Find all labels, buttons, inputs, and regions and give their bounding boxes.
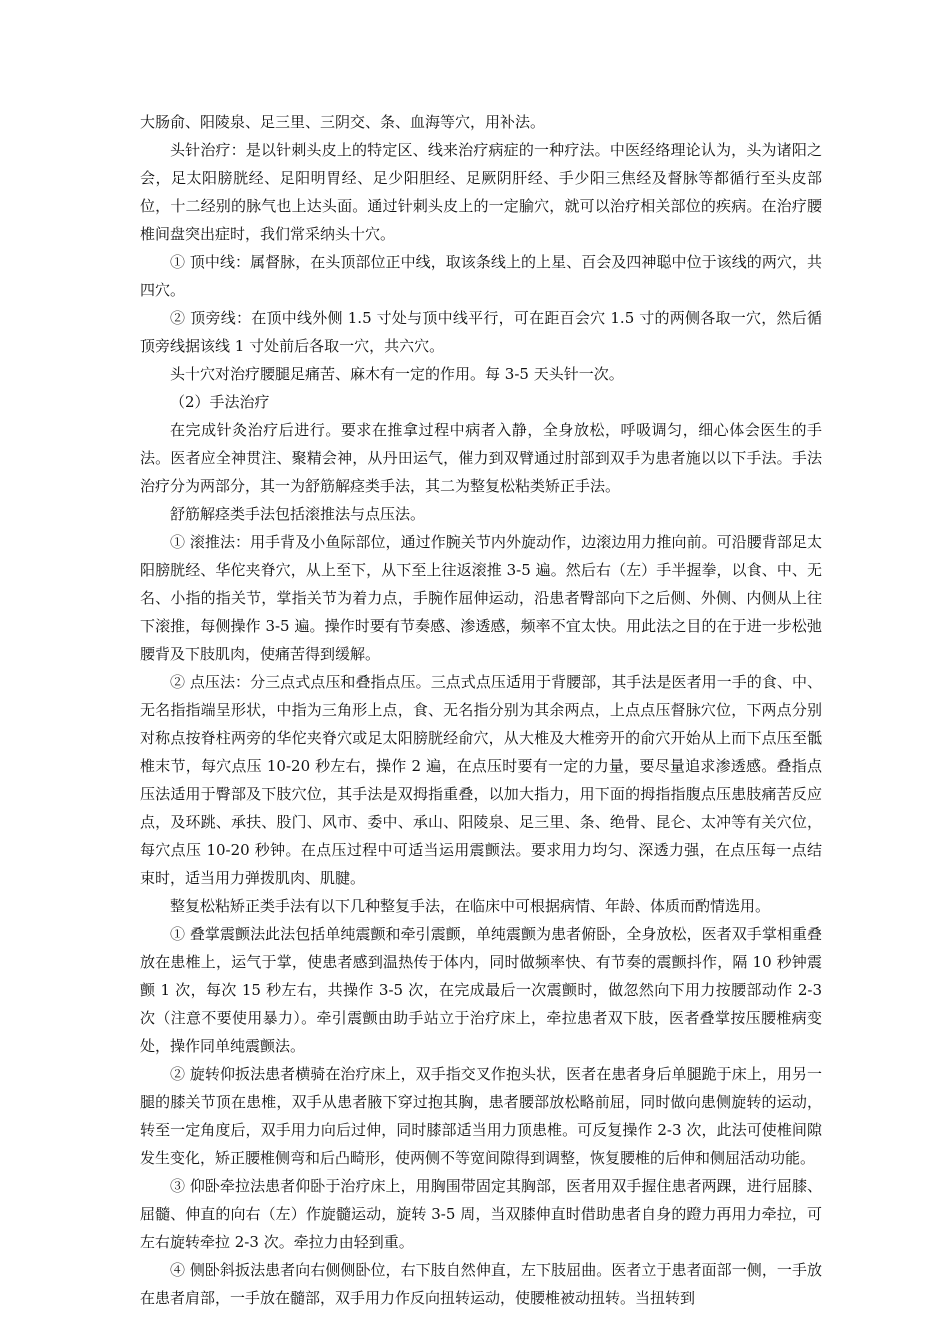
document-body [140, 108, 822, 1312]
section-heading-manual-therapy: （2）手法治疗 [170, 393, 270, 411]
paragraph-palm-vibration: ① 叠掌震颤法此法包括单纯震颤和牵引震颤，单纯震颤为患者俯卧，全身放松，医者双手掌相重叠放在患椎上，运气于掌，使患者感到温热传于体内，同时做频率快、有节奏的震颤抖作，隔 10 秒钟震颤 1 次，每次 15 秒左右，共操作 3-5 次，在完成最后一次震颤时，做忽然向下用力按腰部动作 2-3 次（注意不要使用暴力）。牵引震颤由助手站立于治疗床上，牵拉患者双下肢，医者叠掌按压腰椎病变处，操作同单纯震颤法。 [140, 925, 822, 1055]
paragraph-continuation: 大肠俞、阳陵泉、足三里、三阴交、条、血海等穴，用补法。 [140, 113, 546, 131]
paragraph-vertex-midline: ① 顶中线：属督脉，在头顶部位正中线，取该条线上的上星、百会及四神聪中位于该线的两穴，共四穴。 [140, 253, 822, 299]
paragraph-ten-points-effect: 头十穴对治疗腰腿足痛苦、麻木有一定的作用。每 3-5 天头针一次。 [170, 365, 624, 383]
paragraph-vertex-lateral-line: ② 顶旁线：在顶中线外侧 1.5 寸处与顶中线平行，可在距百会穴 1.5 寸的两侧各取一穴，然后循顶旁线据该线 1 寸处前后各取一穴，共六穴。 [140, 309, 822, 355]
paragraph-rolling-push: ① 滚推法：用手背及小鱼际部位，通过作腕关节内外旋动作，边滚边用力推向前。可沿腰背部足太阳膀胱经、华佗夹脊穴，从上至下，从下至上往返滚推 3-5 遍。然后右（左）手半握拳，以食、中、无名、小指的指关节，掌指关节为着力点，手腕作屈伸运动，沿患者臀部向下之后侧、外侧、内侧从上往下滚推，每侧操作 3-5 遍。操作时要有节奏感、渗透感，频率不宜太快。用此法之目的在于进一步松弛腰背及下肢肌肉，使痛苦得到缓解。 [140, 533, 822, 663]
paragraph-scalp-acupuncture: 头针治疗：是以针刺头皮上的特定区、线来治疗病症的一种疗法。中医经络理论认为，头为诸阳之会，足太阳膀胱经、足阳明胃经、足少阳胆经、足厥阴肝经、手少阳三焦经及督脉等都循行至头皮部位，十二经别的脉气也上达头面。通过针刺头皮上的一定腧穴，就可以治疗相关部位的疾病。在治疗腰椎间盘突出症时，我们常采纳头十穴。 [140, 141, 822, 243]
paragraph-point-pressing: ② 点压法：分三点式点压和叠指点压。三点式点压适用于背腰部，其手法是医者用一手的食、中、无名指指端呈形状，中指为三角形上点，食、无名指分别为其余两点，上点点压督脉穴位，下两点分别对称点按脊柱两旁的华佗夹脊穴或足太阳膀胱经俞穴，从大椎及大椎旁开的俞穴开始从上而下点压至骶椎末节，每穴点压 10-20 秒左右，操作 2 遍，在点压时要有一定的力量，要尽量追求渗透感。叠指点压法适用于臀部及下肢穴位，其手法是双拇指重叠，以加大指力，用下面的拇指指腹点压患肢痛苦反应点，及环跳、承扶、股门、风市、委中、承山、阳陵泉、足三里、条、绝骨、昆仑、太冲等有关穴位，每穴点压 10-20 秒钟。在点压过程中可适当运用震颤法。要求用力均匀、深透力强，在点压每一点结束时，适当用力弹拨肌肉、肌腱。 [140, 673, 822, 887]
paragraph-side-oblique: ④ 侧卧斜扳法患者向右侧侧卧位，右下肢自然伸直，左下肢屈曲。医者立于患者面部一侧，一手放在患者肩部，一手放在髓部，双手用力作反向扭转运动，使腰椎被动扭转。当扭转到 [140, 1261, 822, 1307]
paragraph-supine-traction: ③ 仰卧牵拉法患者仰卧于治疗床上，用胸围带固定其胸部，医者用双手握住患者两踝，进行屈膝、屈髓、伸直的向右（左）作旋髓运动，旋转 3-5 周，当双膝伸直时借助患者自身的蹬力再用力牵拉，可左右旋转牵拉 2-3 次。牵拉力由轻到重。 [140, 1177, 822, 1251]
paragraph-relaxing-methods: 舒筋解痉类手法包括滚推法与点压法。 [170, 505, 426, 523]
paragraph-manual-therapy-intro: 在完成针灸治疗后进行。要求在推拿过程中病者入静，全身放松，呼吸调匀，细心体会医生的手法。医者应全神贯注、聚精会神，从丹田运气，催力到双臂通过肘部到双手为患者施以以下手法。手法治疗分为两部分，其一为舒筋解痉类手法，其二为整复松粘类矫正手法。 [140, 421, 822, 495]
paragraph-correction-methods: 整复松粘矫正类手法有以下几种整复手法，在临床中可根据病情、年龄、体质而酌情选用。 [170, 897, 771, 915]
paragraph-rotation-extension: ② 旋转仰扳法患者横骑在治疗床上，双手指交叉作抱头状，医者在患者身后单腿跪于床上，用另一腿的膝关节顶在患椎，双手从患者腋下穿过抱其胸，患者腰部放松略前屈，同时做向患侧旋转的运动，转至一定角度后，双手用力向后过伸，同时膝部适当用力顶患椎。可反复操作 2-3 次，此法可使椎间隙发生变化，矫正腰椎侧弯和后凸畸形，使两侧不等宽间隙得到调整，恢复腰椎的后伸和侧屈活动功能。 [140, 1065, 822, 1167]
